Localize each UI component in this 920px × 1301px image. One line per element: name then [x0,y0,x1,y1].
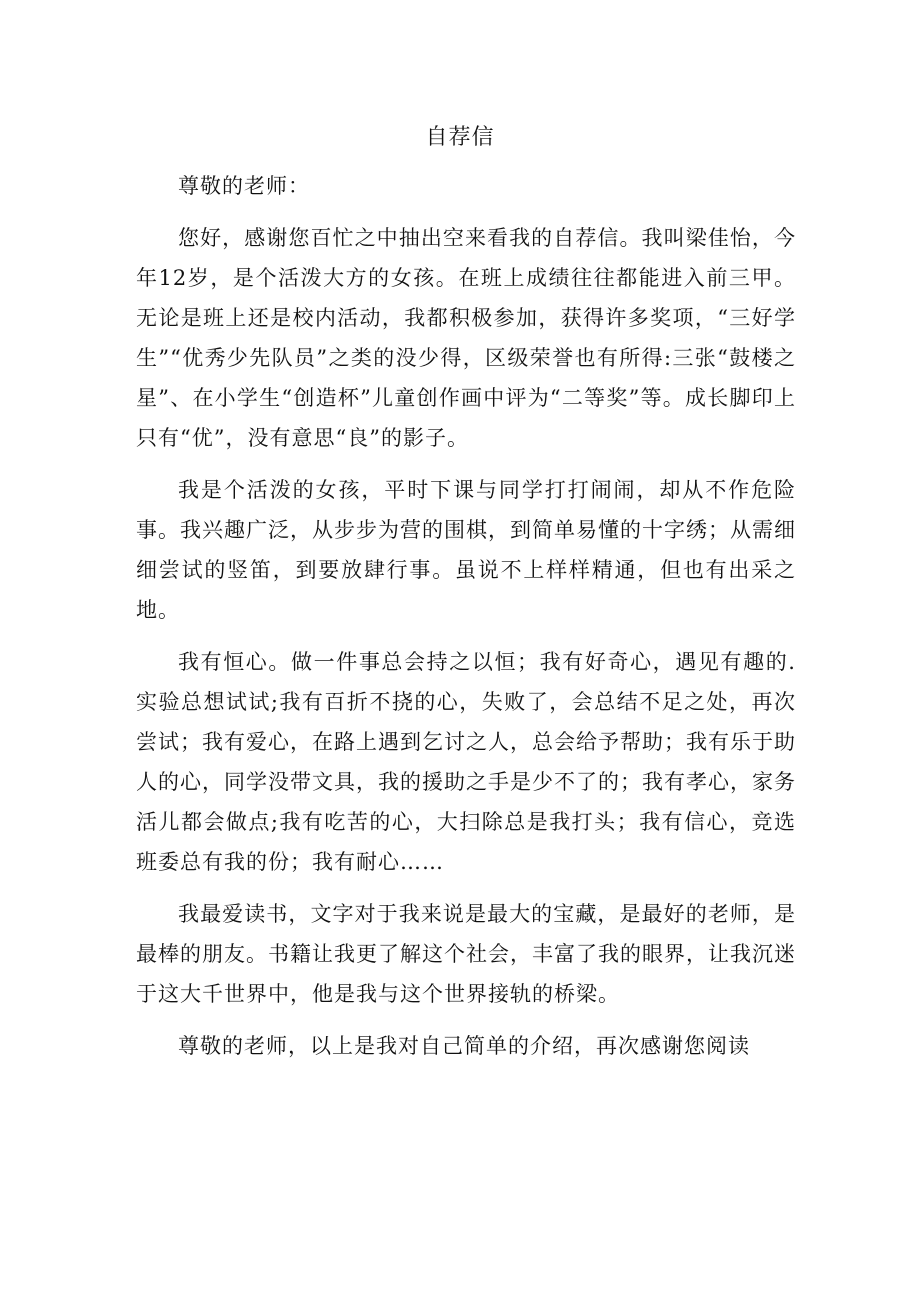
document-title: 自荐信 [425,125,495,150]
document-body [136,166,796,1078]
salutation: 尊敬的老师： [178,174,310,198]
paragraph-qualities: 我有恒心。做一件事总会持之以恒；我有好奇心，遇见有趣的.实验总想试试;我有百折不挠的心，失败了，会总结不足之处，再次尝试；我有爱心，在路上遇到乞讨之人，总会给予帮助；我有乐于助人的心，同学没带文具，我的援助之手是少不了的；我有孝心，家务活儿都会做点;我有吃苦的心，大扫除总是我打头；我有信心，竞选班委总有我的份；我有耐心…… [136,650,796,874]
paragraph-closing: 尊敬的老师，以上是我对自己简单的介绍，再次感谢您阅读 [178,1034,750,1058]
paragraph-hobbies: 我是个活泼的女孩，平时下课与同学打打闹闹，却从不作危险事。我兴趣广泛，从步步为营的围棋，到简单易懂的十字绣；从需细细尝试的竖笛，到要放肆行事。虽说不上样样精通，但也有出采之地。 [136,478,796,622]
paragraph-reading: 我最爱读书，文字对于我来说是最大的宝藏，是最好的老师，是最棒的朋友。书籍让我更了解这个社会，丰富了我的眼界，让我沉迷于这大千世界中，他是我与这个世界接轨的桥梁。 [136,902,796,1006]
paragraph-intro: 您好，感谢您百忙之中抽出空来看我的自荐信。我叫梁佳怡，今年12岁，是个活泼大方的女孩。在班上成绩往往都能进入前三甲。无论是班上还是校内活动，我都积极参加，获得许多奖项，“三好学生”“优秀少先队员”之类的没少得，区级荣誉也有所得:三张“鼓楼之星”、在小学生“创造杯”儿童创作画中评为“二等奖”等。成长脚印上只有“优”，没有意思“良”的影子。 [136,226,796,450]
